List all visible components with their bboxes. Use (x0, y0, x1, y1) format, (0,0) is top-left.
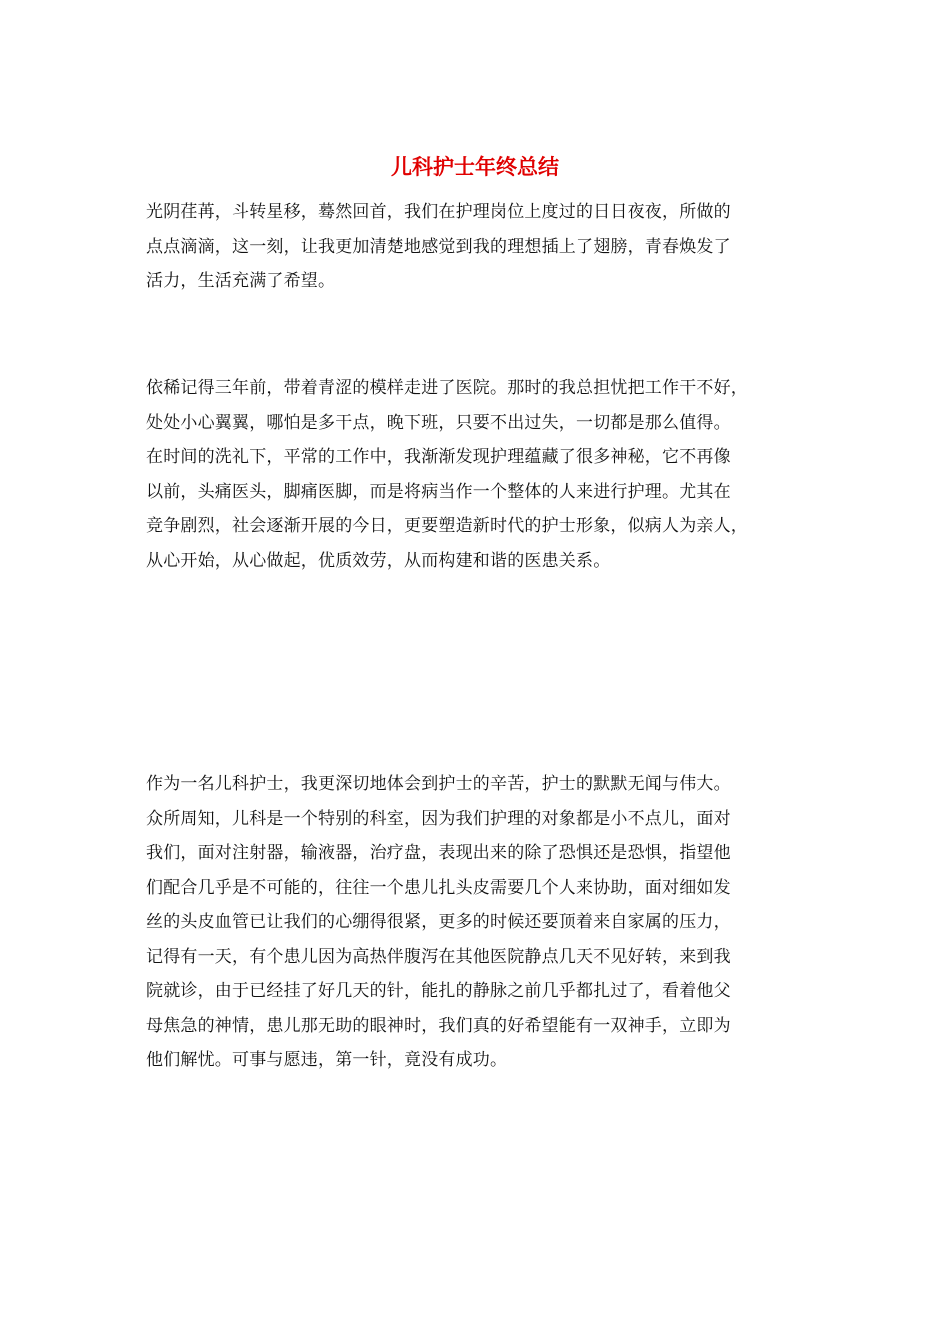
paragraph-line: 他们解忧。可事与愿违，第一针，竟没有成功。 (146, 1050, 508, 1070)
paragraph-line: 记得有一天，有个患儿因为高热伴腹泻在其他医院静点几天不见好转，来到我 (146, 946, 731, 967)
document-title: 儿科护士年终总结 (391, 154, 559, 179)
paragraph-line: 活力，生活充满了希望。 (146, 271, 336, 291)
paragraph-line: 院就诊，由于已经挂了好几天的针，能扎的静脉之前几乎都扎过了，看着他父 (146, 981, 731, 1001)
paragraph-line: 光阴荏苒，斗转星移，蓦然回首，我们在护理岗位上度过的日日夜夜，所做的 (146, 202, 731, 222)
paragraph-line: 竞争剧烈，社会逐渐开展的今日，更要塑造新时代的护士形象，似病人为亲人， (146, 516, 748, 536)
paragraph-line: 依稀记得三年前，带着青涩的模样走进了医院。那时的我总担忧把工作干不好， (146, 378, 748, 398)
paragraph-line: 从心开始，从心做起，优质效劳，从而构建和谐的医患关系。 (146, 550, 611, 571)
paragraph-line: 处处小心翼翼，哪怕是多干点，晚下班，只要不出过失，一切都是那么值得。 (146, 412, 731, 433)
paragraph-line: 众所周知，儿科是一个特别的科室，因为我们护理的对象都是小不点儿，面对 (146, 808, 731, 829)
paragraph-2 (146, 371, 836, 578)
paragraph-1 (146, 195, 836, 299)
paragraph-3 (146, 767, 836, 1078)
paragraph-line: 母焦急的神情，患儿那无助的眼神时，我们真的好希望能有一双神手，立即为 (146, 1015, 731, 1036)
paragraph-line: 作为一名儿科护士，我更深切地体会到护士的辛苦，护士的默默无闻与伟大。 (146, 774, 731, 794)
paragraph-line: 以前，头痛医头，脚痛医脚，而是将病当作一个整体的人来进行护理。尤其在 (146, 481, 731, 502)
paragraph-line: 们配合几乎是不可能的，往往一个患儿扎头皮需要几个人来协助，面对细如发 (146, 877, 731, 898)
paragraph-line: 在时间的洗礼下，平常的工作中，我渐渐发现护理蕴藏了很多神秘，它不再像 (146, 447, 731, 467)
paragraph-line: 我们，面对注射器，输液器，治疗盘，表现出来的除了恐惧还是恐惧，指望他 (146, 843, 731, 863)
paragraph-line: 点点滴滴，这一刻，让我更加清楚地感觉到我的理想插上了翅膀，青春焕发了 (146, 236, 731, 257)
paragraph-line: 丝的头皮血管已让我们的心绷得很紧，更多的时候还要顶着来自家属的压力， (146, 912, 731, 932)
